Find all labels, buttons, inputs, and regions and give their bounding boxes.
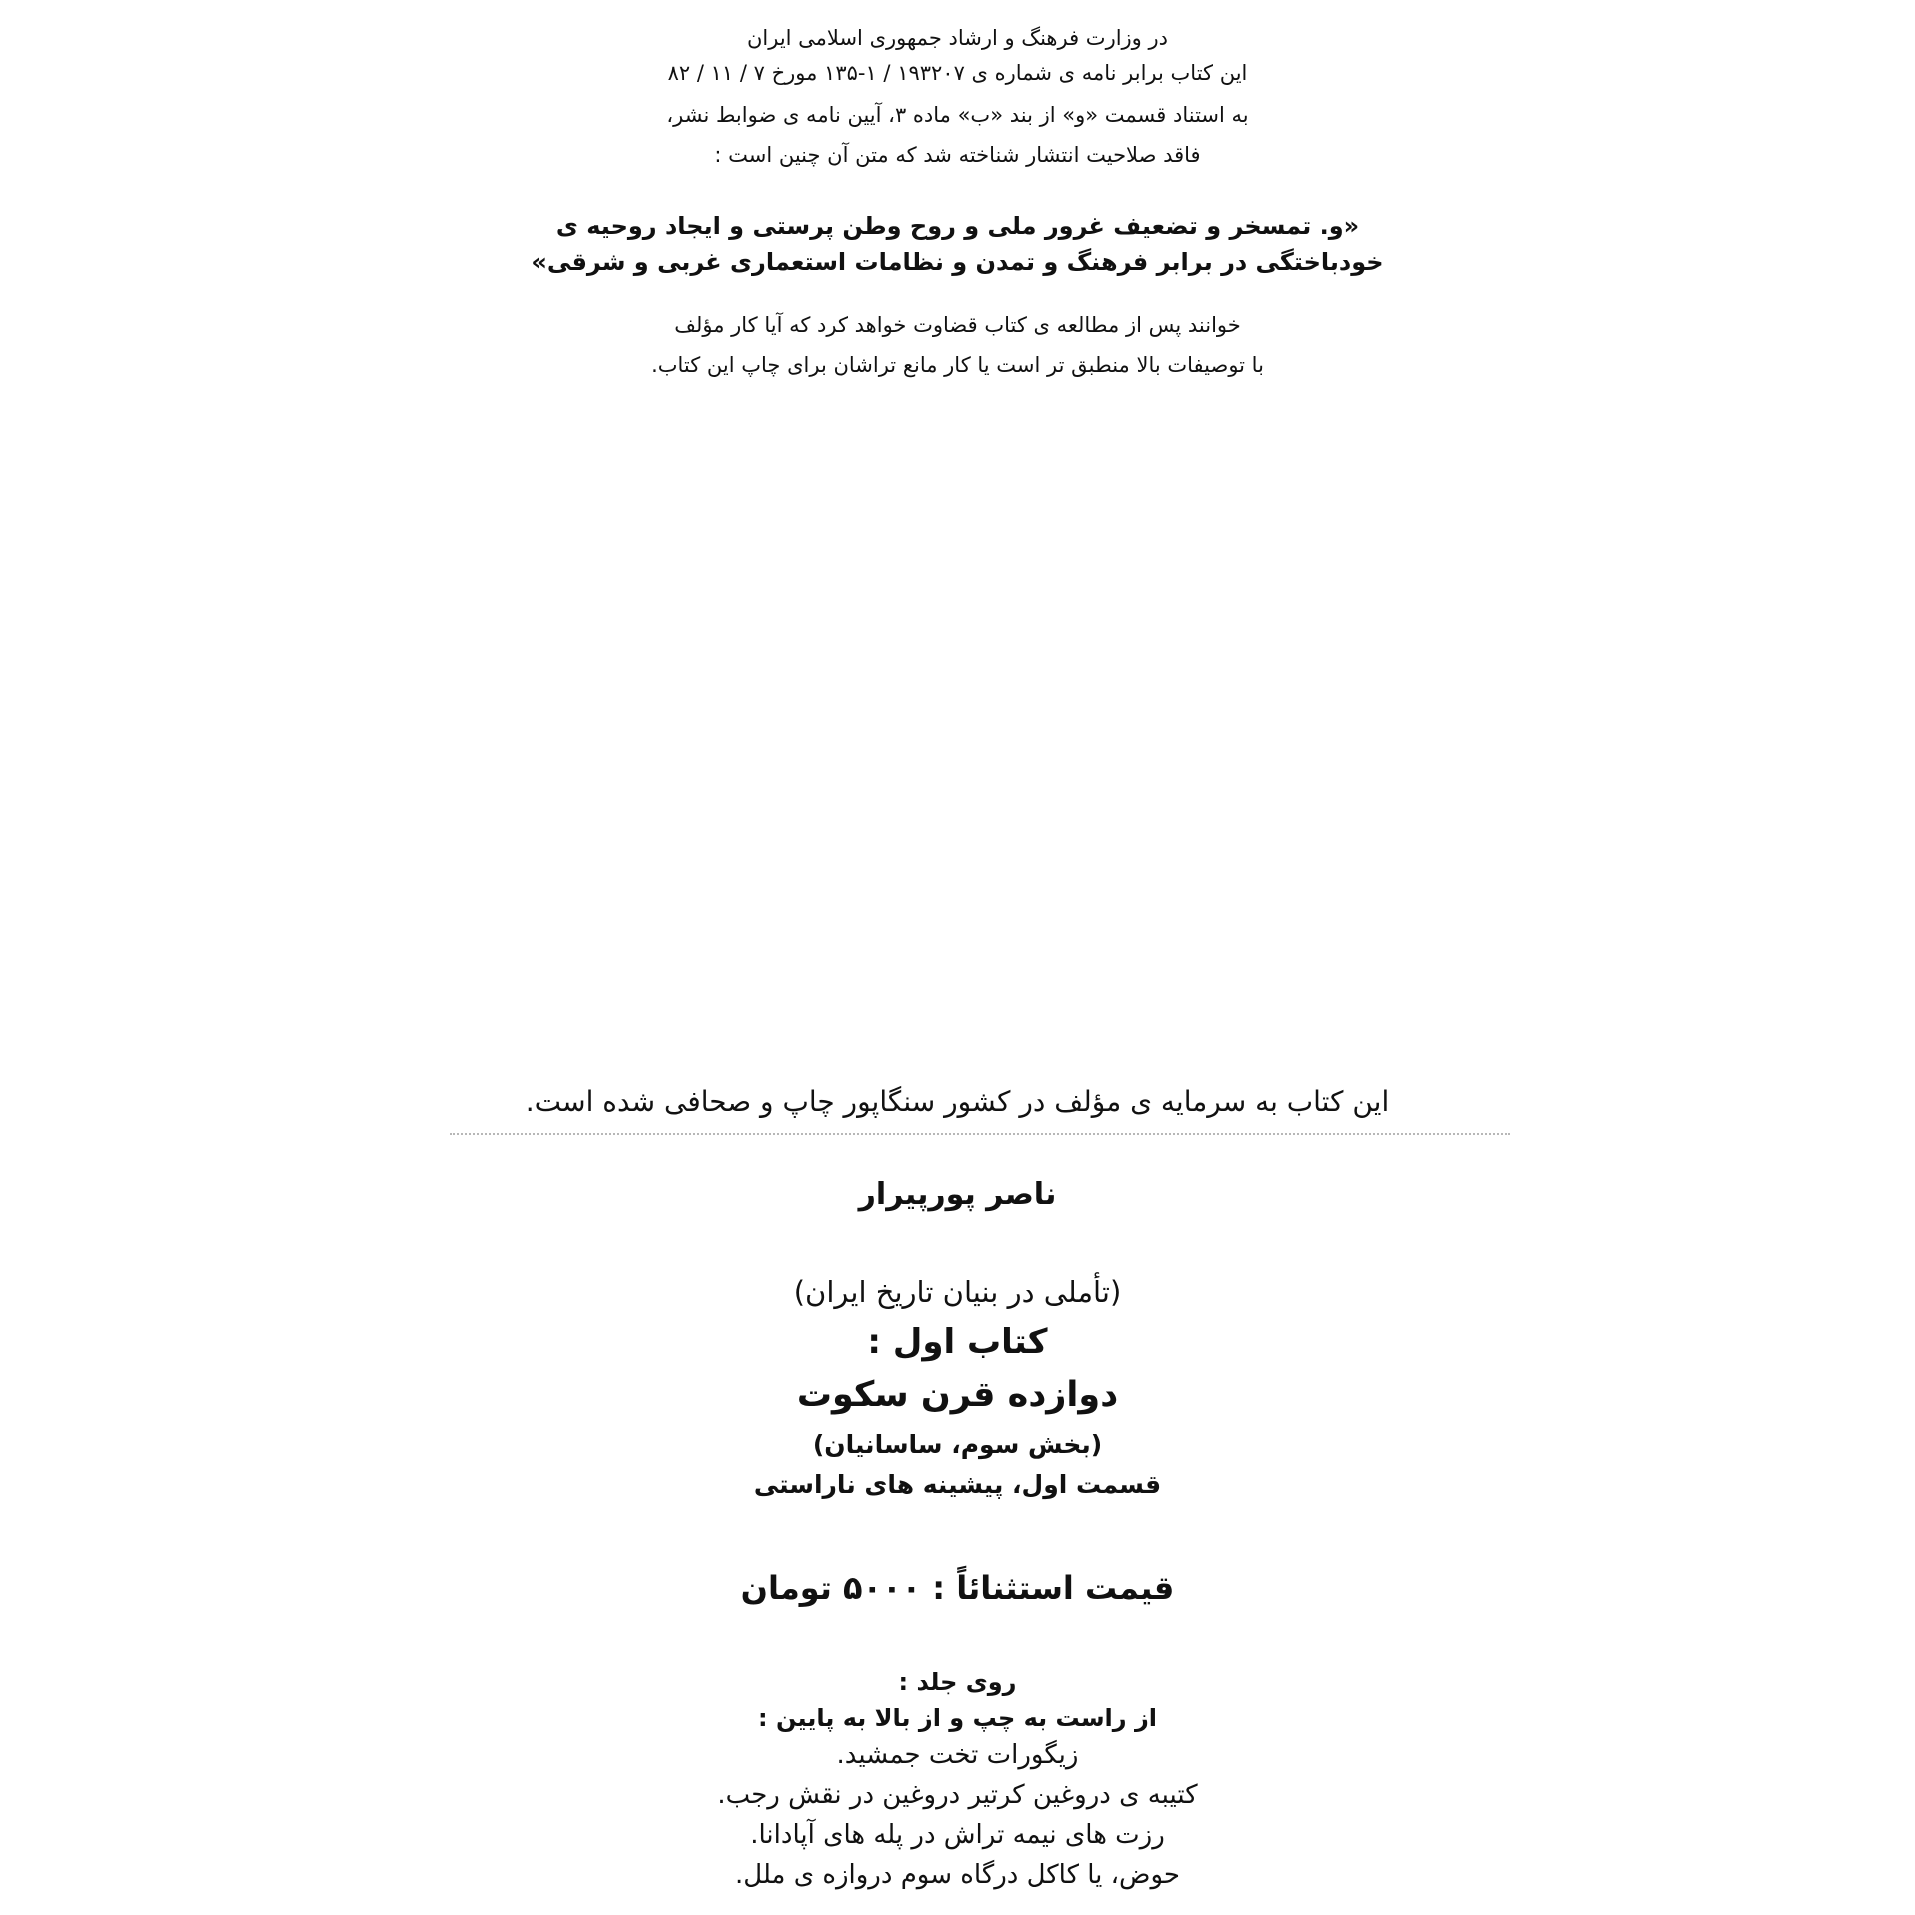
cover-heading: روی جلد : [898,1668,1017,1696]
quote-line-2: خودباختگی در برابر فرهنگ و تمدن و نظامات استعماری غربی و شرقی» [531,248,1384,276]
printed-note: این کتاب به سرمایه ی مؤلف در کشور سنگاپور چاپ و صحافی شده است. [525,1085,1390,1118]
cover-item-3: رزت های نیمه تراش در پله های آپادانا. [750,1820,1165,1850]
notice-line-4: فاقد صلاحیت انتشار شناخته شد که متن آن چنین است : [714,143,1201,167]
cover-item-2: کتیبه ی دروغین کرتیر دروغین در نقش رجب. [717,1780,1198,1810]
scan-divider [450,1133,1510,1137]
part-label: (بخش سوم، ساسانیان) [812,1430,1103,1459]
notice-line-1: در وزارت فرهنگ و ارشاد جمهوری اسلامی ایران [746,26,1168,50]
cover-direction: از راست به چپ و از بالا به پایین : [757,1704,1157,1732]
book-label: کتاب اول : [867,1322,1048,1362]
reader-note-line-2: با توصیفات بالا منطبق تر است یا کار مانع تراشان برای چاپ این کتاب. [651,353,1264,377]
reader-note-line-1: خوانند پس از مطالعه ی کتاب قضاوت خواهد کرد که آیا کار مؤلف [674,313,1241,337]
section-label: قسمت اول، پیشینه های ناراستی [753,1470,1162,1499]
cover-item-4: حوض، یا کاکل درگاه سوم دروازه ی ملل. [734,1860,1180,1890]
notice-line-2: این کتاب برابر نامه ی شماره ی ۱۹۳۲۰۷ / ۱-۱۳۵ مورخ ۷ / ۱۱ / ۸۲ [667,61,1248,85]
notice-line-3: به استناد قسمت «و» از بند «ب» ماده ۳، آیین نامه ی ضوابط نشر، [666,103,1249,127]
author-name: ناصر پورپیرار [858,1177,1057,1212]
subtitle: (تأملی در بنیان تاریخ ایران) [793,1275,1122,1309]
book-title: دوازده قرن سکوت [796,1375,1119,1415]
quote-line-1: «و. تمسخر و تضعیف غرور ملی و روح وطن پرستی و ایجاد روحیه ی [555,212,1360,240]
cover-item-1: زیگورات تخت جمشید. [836,1740,1079,1770]
price: قیمت استثنائاً : ۵۰۰۰ تومان [740,1569,1175,1607]
